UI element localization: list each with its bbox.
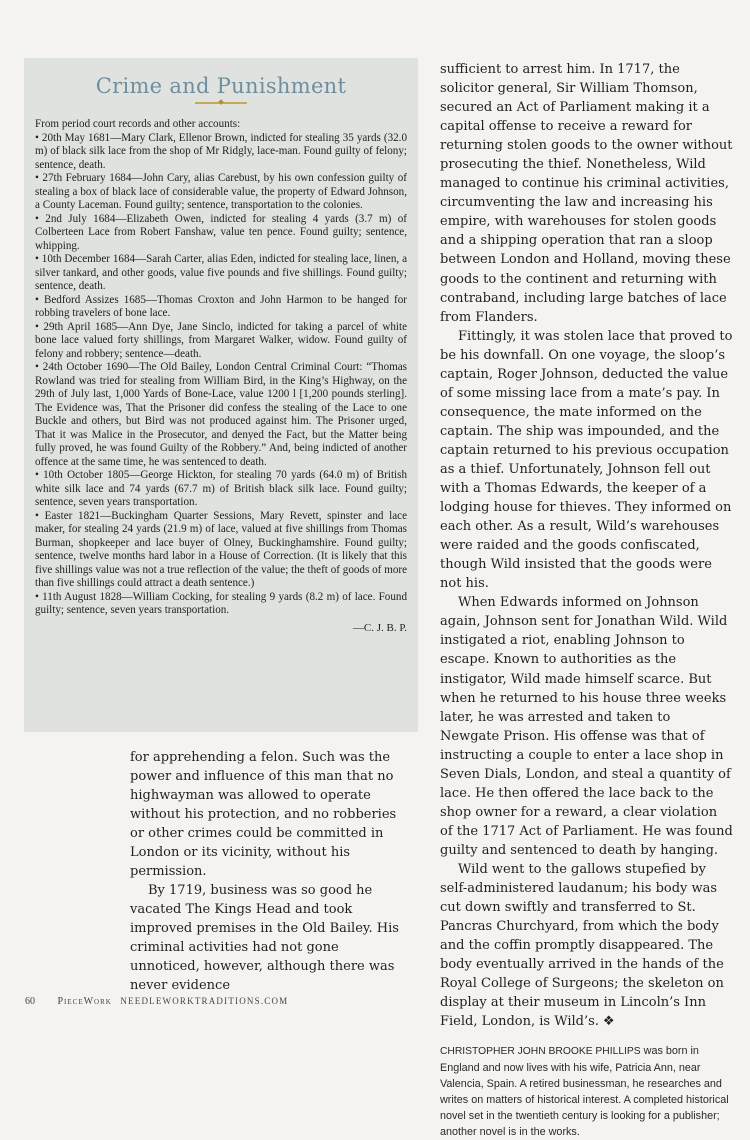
right-column (440, 60, 733, 1140)
sidebar-signature: —C. J. B. P. (352, 621, 407, 634)
author-bio-text: was born in England and now lives with his wife, Patricia Ann, near Valencia, Spain. A retired businessman, he researches and writes on matters of historical interest. A completed historical novel set in the twentieth century is looking for a publisher; another novel is in the works. (440, 1045, 729, 1139)
sidebar-entry: • 29th April 1685—Ann Dye, Jane Sinclo, indicted for taking a parcel of white bone lace valued forty shillings, from Margaret Walker, widow. Found guilty of felony and robbery; sentence—death. (35, 320, 407, 360)
left-column (130, 748, 412, 995)
body-paragraph: Fittingly, it was stolen lace that proved to be his downfall. On one voyage, the sloop’s captain, Roger Johnson, deducted the value of some missing lace from a mate’s pay. In consequence, the mate informed on the captain. The ship was impounded, and the captain returned to his previous occupation as a thief. Unfortunately, Johnson fell out with a Thomas Edwards, the keeper of a lodging house for thieves. They informed on each other. As a result, Wild’s warehouses were raided and the goods confiscated, though Wild insisted that the goods were not his. (440, 328, 733, 592)
title-ornament (195, 102, 247, 104)
body-paragraph: When Edwards informed on Johnson again, Johnson sent for Jonathan Wild. Wild instigated a riot, enabling Johnson to escape. Known to authorities as the instigator, Wild made himself scarce. But when he returned to his house three weeks later, he was arrested and taken to Newgate Prison. His offense was that of instructing a couple to enter a lace shop in Seven Dials, London, and steal a quantity of lace. He then offered the lace back to the shop owner for a reward, a clear violation of the 1717 Act of Parliament. He was found guilty and sentenced to death by hanging. (440, 595, 733, 858)
website-url: NEEDLEWORKTRADITIONS.COM (120, 996, 289, 1006)
end-mark-icon: ❖ (602, 1014, 615, 1030)
sidebar-entry: • 2nd July 1684—Elizabeth Owen, indicted for stealing 4 yards (3.7 m) of Colberteen Lace from Robert Fanshaw, value ten pence. Found guilty; sentence, whipping. (35, 212, 407, 252)
sidebar-box (24, 58, 418, 732)
sidebar-entry: • 10th December 1684—Sarah Carter, alias Eden, indicted for stealing lace, linen, a silver tankard, and other goods, value five pounds and five shillings. Found guilty; sentence, death. (35, 253, 407, 292)
sidebar-entry: • 10th October 1805—George Hickton, for stealing 70 yards (64.0 m) of British white silk lace and 74 yards (67.7 m) of British black silk lace. Found guilty; sentence, seven years transportation. (35, 469, 407, 508)
sidebar-entry: • Easter 1821—Buckingham Quarter Sessions, Mary Revett, spinster and lace maker, for stealing 24 yards (21.9 m) of lace, valued at five shillings from Thomas Burman, shopkeeper and lace buyer of Olney, Buckinghamshire. Found guilty; sentence, twelve months hard labor in a House of Correction. (It is likely that this five shillings value was not a true reflection of the value; the theft of goods of more than five shillings could attract a death sentence.) (35, 509, 407, 589)
sidebar-intro: From period court records and other accounts: (35, 118, 241, 130)
author-name: CHRISTOPHER JOHN BROOKE PHILLIPS (440, 1046, 641, 1058)
author-bio (440, 1043, 733, 1140)
sidebar-entry: • 24th October 1690—The Old Bailey, London Central Criminal Court: “Thomas Rowland was tried for stealing from William Bird, in the King’s Highway, on the 29th of July last, 1,000 Yards of Bone-Lace, value 1200 l [1,200 pounds sterling]. The Evidence was, That the Prisoner did confess the stealing of the Lace to one Buckle and others, but Bird was not produced against him. The Prisoner urged, That it was Malice in the Prosecutor, and denyed the Fact, but the Matter being fully proved, he was found Guilty of the Robbery.” And, being indicted of another offence at the same time, he was sentenced to death. (35, 361, 407, 468)
final-paragraph-text: Wild went to the gallows stupefied by self-administered laudanum; his body was cut down swiftly and transferred to St. Pancras Churchyard, from which the body and the coffin promptly disappeared. The body eventually arrived in the hands of the Royal College of Surgeons; the skeleton on display at their museum in Lincoln’s Inn Field, London, is Wild’s. (440, 861, 724, 1030)
body-paragraph-final (440, 860, 733, 1031)
body-paragraph: for apprehending a felon. Such was the power and influence of this man that no highwayman was allowed to operate without his protection, and no robberies or other crimes could be committed in London or its vicinity, without his permission. (130, 750, 397, 879)
page-footer (25, 996, 288, 1007)
body-paragraph: sufficient to arrest him. In 1717, the solicitor general, Sir William Thomson, secured an Act of Parliament making it a capital offense to receive a reward for returning stolen goods to the owner without prosecuting the thief. Nonetheless, Wild managed to continue his criminal activities, circumventing the law and increasing his empire, with warehouses for stolen goods and a shipping operation that ran a sloop between London and Holland, moving these goods to the continent and returning with contraband, including large batches of lace from Flanders. (440, 62, 733, 325)
sidebar-entry: • 27th February 1684—John Cary, alias Carebust, by his own confession guilty of stealing a box of black lace of considerable value, the property of Edward Johnson, a County Laceman. Found guilty; sentence, transportation to the colonies. (35, 172, 407, 211)
body-paragraph: By 1719, business was so good he vacated The Kings Head and took improved premises in the Old Bailey. His criminal activities had not gone unnoticed, however, although there was never evidence (130, 883, 399, 993)
sidebar-entry: • Bedford Assizes 1685—Thomas Croxton and John Harmon to be hanged for robbing travelers of bone lace. (35, 293, 407, 319)
sidebar-entry: • 20th May 1681—Mary Clark, Ellenor Brown, indicted for stealing 35 yards (32.0 m) of black silk lace from the shop of Mr Ridgly, lace-man. Found guilty of felony; sentence, death. (35, 131, 407, 171)
page-number: 60 (25, 996, 35, 1007)
magazine-name: PieceWork (57, 996, 112, 1007)
sidebar-entry: • 11th August 1828—William Cocking, for stealing 9 yards (8.2 m) of lace. Found guilty; sentence, seven years transportation. (35, 590, 407, 616)
sidebar-title: Crime and Punishment (95, 74, 347, 98)
